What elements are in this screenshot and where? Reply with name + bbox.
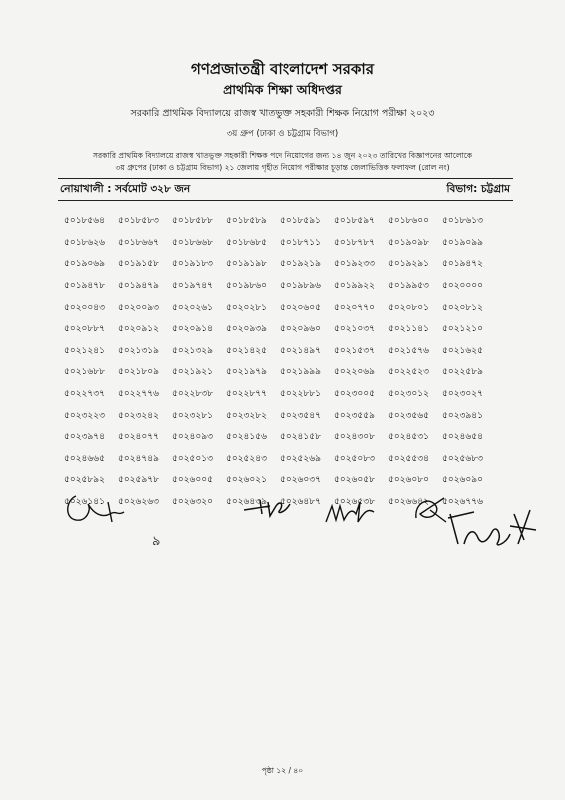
roll-number-cell: ৫০২১৬২৫	[442, 345, 483, 356]
roll-number-cell: ৫০২৫৮৯২	[64, 475, 105, 486]
table-row	[64, 253, 496, 275]
roll-number-cell: ৫০২১৩২৯	[172, 345, 213, 356]
roll-number-cell: ৫০২৪৬৬৫	[64, 453, 105, 464]
roll-number-cell: ৫০১৮৬১৩	[442, 216, 483, 227]
roll-number-cell: ৫০২১২৪১	[64, 345, 105, 356]
roll-number-cell: ৫০২২৮৩৮	[172, 389, 213, 400]
roll-number-cell: ৫০১৯৪৭৯	[118, 281, 159, 292]
roll-number-cell: ৫০২০২৬১	[172, 302, 213, 313]
roll-number-cell: ৫০২০০৯৩	[118, 302, 159, 313]
government-title: গণপ্রজাতন্ত্রী বাংলাদেশ সরকার	[191, 60, 374, 78]
roll-number-cell: ৫০২৬৪৮৭	[280, 497, 321, 508]
signature-mark: ৯	[152, 534, 161, 549]
table-row	[64, 318, 496, 340]
roll-number-cell: ৫০১৯৮৯৬	[280, 281, 321, 292]
table-row	[64, 404, 496, 426]
roll-number-cell: ৫০২৬৩২০	[172, 497, 213, 508]
roll-number-cell: ৫০১৯৯২২	[334, 281, 375, 292]
roll-number-cell: ৫০২৬৫৩৮	[334, 497, 375, 508]
roll-number-cell: ৫০২৩৯৭৪	[64, 432, 105, 443]
roll-number-cell: ৫০২৬০০৫	[172, 475, 213, 486]
roll-number-cell: ৫০২২৭৭৬	[118, 389, 159, 400]
result-note-line-2: ৩য় গ্রুপের (ঢাকা ও চট্টগ্রাম বিভাগ) ২১ জেলায় গৃহীত নিয়োগ পরীক্ষার চূড়ান্ত জেলাভিত্তিক ফলাফল (রোল নং)	[115, 162, 450, 172]
roll-number-cell: ৫০১৮৬২৬	[64, 237, 105, 248]
roll-number-cell: ৫০২০৮৮৭	[64, 324, 105, 335]
roll-number-cell: ৫০২২০৬৯	[334, 367, 375, 378]
roll-number-cell: ৫০১৮৫৮৮	[172, 216, 213, 227]
roll-number-cell: ৫০২৬৭৭৬	[442, 497, 483, 508]
roll-number-cell: ৫০২৫২৬৯	[280, 453, 321, 464]
roll-number-cell: ৫০২১৪২৫	[226, 345, 267, 356]
roll-number-cell: ৫০২২৫২৩	[388, 367, 429, 378]
roll-number-cell: ৫০২১৫৩৭	[334, 345, 375, 356]
section-divider-top	[58, 178, 513, 179]
roll-number-cell: ৫০১৯৯৫৩	[388, 281, 429, 292]
roll-number-cell: ৫০২১৪৯৭	[280, 345, 321, 356]
roll-number-cell: ৫০২২৮৭৭	[226, 389, 267, 400]
roll-number-cell: ৫০১৯৪৭৮	[64, 281, 105, 292]
table-row	[64, 275, 496, 297]
table-row	[64, 448, 496, 470]
signature-2	[240, 492, 310, 522]
section-divider-bottom	[58, 200, 513, 201]
roll-number-cell: ৫০২৬২৬৩	[118, 497, 159, 508]
roll-number-cell: ৫০২০২৮১	[226, 302, 267, 313]
table-row	[64, 340, 496, 362]
roll-number-cell: ৫০২৩০২৭	[442, 389, 483, 400]
roll-number-cell: ৫০২৫৬৮৩	[442, 453, 483, 464]
roll-number-cell: ৫০১৮৭৮৭	[334, 237, 375, 248]
roll-number-cell: ৫০২০৬০৫	[280, 302, 321, 313]
roll-number-cell: ৫০১৯১৮৩	[172, 259, 213, 270]
roll-number-cell: ৫০২৬৬৪২	[388, 497, 429, 508]
roll-number-cell: ৫০১৯১৫৮	[118, 259, 159, 270]
roll-number-cell: ৫০১৯৭৪৭	[172, 281, 213, 292]
page-number: পৃষ্ঠা ১২ / ৪০	[261, 766, 304, 775]
roll-number-cell: ৫০২০৮০১	[388, 302, 429, 313]
roll-number-cell: ৫০১৮৬০০	[388, 216, 429, 227]
result-note-line-1: সরকারি প্রাথমিক বিদ্যালয়ে রাজস্ব খাতভুক্ত সহকারী শিক্ষক পদে নিয়োগের জন্য ১৪ জুন ২০২৩ তারিখের বিজ্ঞাপনের আলোকে	[92, 151, 473, 160]
roll-number-cell: ৫০১৯২৯১	[388, 259, 429, 270]
roll-number-cell: ৫০২৪৫৩১	[388, 432, 429, 443]
roll-number-cell: ৫০২৩২২৩	[64, 410, 105, 421]
division-label: বিভাগ: চট্টগ্রাম	[446, 183, 510, 195]
roll-number-cell: ৫০২৬৪৩৯	[226, 497, 267, 508]
table-row	[64, 426, 496, 448]
roll-number-cell: ৫০১৮৬৬৭	[118, 237, 159, 248]
department-title: প্রাথমিক শিক্ষা অধিদপ্তর	[223, 82, 342, 97]
roll-number-cell: ৫০১৮৫৮৯	[226, 216, 267, 227]
roll-number-cell: ৫০২১৮০৯	[118, 367, 159, 378]
table-row	[64, 296, 496, 318]
roll-number-cell: ৫০২০০০০	[442, 281, 483, 292]
roll-number-cell: ৫০২০৯১৪	[172, 324, 213, 335]
roll-number-cell: ৫০২৪০৯৩	[172, 432, 213, 443]
table-row	[64, 383, 496, 405]
roll-number-cell: ৫০২৫০৮৩	[334, 453, 375, 464]
exam-title: সরকারি প্রাথমিক বিদ্যালয়ে রাজস্ব খাতভুক্ত সহকারী শিক্ষক নিয়োগ পরীক্ষা ২০২৩	[130, 108, 435, 119]
roll-number-cell: ৫০২৬০৮০	[388, 475, 429, 486]
roll-number-cell: ৫০২৩৫৫৯	[334, 410, 375, 421]
roll-number-cell: ৫০১৯০৬৯	[64, 259, 105, 270]
roll-number-cell: ৫০২১০৩৭	[334, 324, 375, 335]
roll-number-cell: ৫০১৮৫৬৪	[64, 216, 105, 227]
result-note	[0, 150, 565, 173]
roll-number-cell: ৫০২৬০৩৭	[280, 475, 321, 486]
roll-number-cell: ৫০২১৫৭৬	[388, 345, 429, 356]
roll-number-cell: ৫০২১১৪১	[388, 324, 429, 335]
roll-number-cell: ৫০২৩০০৫	[334, 389, 375, 400]
roll-number-cell: ৫০২১৩১৯	[118, 345, 159, 356]
signature-5	[444, 504, 544, 554]
roll-number-cell: ৫০২২৮৮১	[280, 389, 321, 400]
signature-3	[322, 492, 382, 532]
roll-number-cell: ৫০২৪১৫৮	[280, 432, 321, 443]
roll-number-cell: ৫০২৩৯৪১	[442, 410, 483, 421]
table-row	[64, 361, 496, 383]
roll-number-cell: ৫০২০০৪৩	[64, 302, 105, 313]
roll-number-cell: ৫০২৬০৯০	[442, 475, 483, 486]
roll-number-cell: ৫০১৮৫৯৭	[334, 216, 375, 227]
roll-number-cell: ৫০২৫৫৩৪	[388, 453, 429, 464]
roll-number-cell: ৫০২৫৯৭৮	[118, 475, 159, 486]
roll-number-cell: ৫০১৯৪৭২	[442, 259, 483, 270]
roll-number-cell: ৫০২৪৩০৮	[334, 432, 375, 443]
roll-number-cell: ৫০২৫০১৩	[172, 453, 213, 464]
roll-number-table	[64, 210, 496, 512]
roll-number-cell: ৫০২০৯৬০	[280, 324, 321, 335]
roll-number-cell: ৫০২২৭৩৭	[64, 389, 105, 400]
roll-number-cell: ৫০১৯২১৯	[280, 259, 321, 270]
roll-number-cell: ৫০২৬০২১	[226, 475, 267, 486]
table-row	[64, 232, 496, 254]
roll-number-cell: ৫০১৮৭১১	[280, 237, 321, 248]
district-summary: নোয়াখালী : সর্বমোট ৩২৮ জন	[60, 183, 191, 195]
roll-number-cell: ৫০২০৭৭০	[334, 302, 375, 313]
roll-number-cell: ৫০২১৯৭৯	[226, 367, 267, 378]
roll-number-cell: ৫০২৩৫৪৭	[280, 410, 321, 421]
roll-number-cell: ৫০২১২১০	[442, 324, 483, 335]
roll-number-cell: ৫০১৯২৩৩	[334, 259, 375, 270]
roll-number-cell: ৫০২৩২৪২	[118, 410, 159, 421]
roll-number-cell: ৫০১৯১৯৮	[226, 259, 267, 270]
table-row	[64, 210, 496, 232]
roll-number-cell: ৫০১৮৬৬৮	[172, 237, 213, 248]
roll-number-cell: ৫০২৬০৫৮	[334, 475, 375, 486]
roll-number-cell: ৫০১৯০৯৮	[388, 237, 429, 248]
group-title: ৩য় গ্রুপ (ঢাকা ও চট্টগ্রাম বিভাগ)	[226, 129, 339, 139]
roll-number-cell: ৫০১৯০৯৯	[442, 237, 483, 248]
roll-number-cell: ৫০২৪৭৪৯	[118, 453, 159, 464]
roll-number-cell: ৫০২০৮১২	[442, 302, 483, 313]
roll-number-cell: ৫০২৩২৮২	[226, 410, 267, 421]
roll-number-cell: ৫০২০৯১২	[118, 324, 159, 335]
roll-number-cell: ৫০২৪৬৫৪	[442, 432, 483, 443]
roll-number-cell: ৫০১৮৫৮৩	[118, 216, 159, 227]
roll-number-cell: ৫০২৩০১২	[388, 389, 429, 400]
roll-number-cell: ৫০২১৯৯৯	[280, 367, 321, 378]
signature-1	[62, 488, 142, 528]
roll-number-cell: ৫০২০৯৩৯	[226, 324, 267, 335]
roll-number-cell: ৫০২১৯২১	[172, 367, 213, 378]
roll-number-cell: ৫০২৩৫৬৫	[388, 410, 429, 421]
roll-number-cell: ৫০২৩২৮১	[172, 410, 213, 421]
roll-number-cell: ৫০২৪০৭৭	[118, 432, 159, 443]
roll-number-cell: ৫০২১৬৮৮	[64, 367, 105, 378]
roll-number-cell: ৫০২৫২৪৩	[226, 453, 267, 464]
roll-number-cell: ৫০১৯৮৬০	[226, 281, 267, 292]
roll-number-cell: ৫০২৬১৪১	[64, 497, 105, 508]
roll-number-cell: ৫০২৪১৫৬	[226, 432, 267, 443]
roll-number-cell: ৫০১৮৬৮৫	[226, 237, 267, 248]
roll-number-cell: ৫০১৮৫৯১	[280, 216, 321, 227]
roll-number-cell: ৫০২২৫৮৯	[442, 367, 483, 378]
